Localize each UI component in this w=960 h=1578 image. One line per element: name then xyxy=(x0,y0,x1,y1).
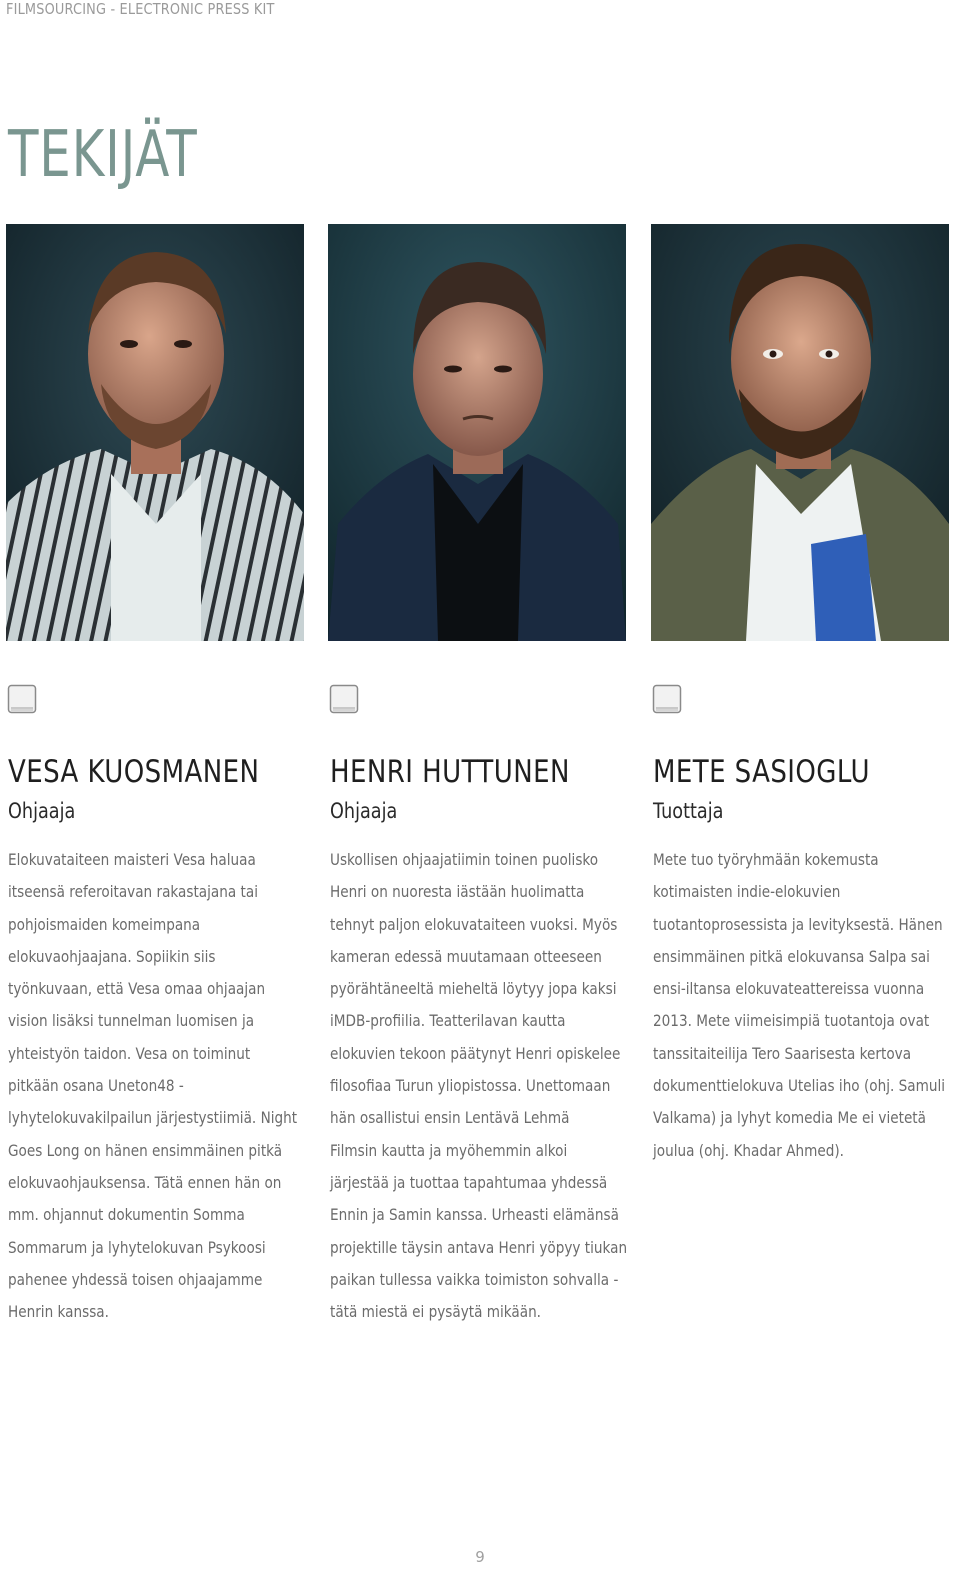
bio-line: Henri on nuoresta iästään huolimatta xyxy=(330,882,585,902)
bio-line: Uskollisen ohjaajatiimin toinen puolisko xyxy=(330,850,599,869)
page-number: 9 xyxy=(475,1548,485,1566)
document-icon xyxy=(329,684,359,714)
bio-line: 2013. Mete viimeisimpiä tuotantoja ovat xyxy=(653,1011,930,1031)
person-role: Tuottaja xyxy=(653,799,724,823)
bio-line: dokumenttielokuva Utelias iho (ohj. Samuli xyxy=(653,1076,946,1096)
bio-line: iMDB-profiilia. Teatterilavan kautta xyxy=(330,1011,566,1031)
person-name: HENRI HUTTUNEN xyxy=(330,754,570,790)
person-bio xyxy=(8,844,306,1328)
document-header: FILMSOURCING - ELECTRONIC PRESS KIT xyxy=(6,0,275,18)
bio-line: ensimmäinen pitkä elokuvansa Salpa sai xyxy=(653,946,930,966)
bio-line: tätä miestä ei pysäytä mikään. xyxy=(330,1302,542,1322)
bio-line: Mete tuo työryhmään kokemusta xyxy=(653,850,879,869)
document-icon xyxy=(652,684,682,714)
bio-line: pahenee yhdessä toisen ohjaajamme xyxy=(8,1269,263,1289)
bio-line: Filmsin kautta ja myöhemmin alkoi xyxy=(330,1140,568,1160)
bio-line: tuotantoprosessista ja levityksestä. Hänen xyxy=(653,914,943,934)
bio-line: kotimaisten indie-elokuvien xyxy=(653,882,841,902)
bio-line: projektille täysin antava Henri yöpyy tiukan xyxy=(330,1237,628,1257)
bio-line: ensi-iltansa elokuvateattereissa vuonna xyxy=(653,979,925,999)
bio-line: filosofiaa Turun yliopistossa. Unettomaan xyxy=(330,1076,611,1096)
page-title: TEKIJÄT xyxy=(8,118,198,192)
bio-line: yhteistyön taidon. Vesa on toiminut xyxy=(8,1043,251,1063)
person-card-1 xyxy=(6,224,304,1322)
bio-line: Henrin kanssa. xyxy=(8,1302,109,1322)
bio-line: elokuvaohjauksensa. Tätä ennen hän on xyxy=(8,1172,282,1192)
bio-line: joulua (ohj. Khadar Ahmed). xyxy=(653,1140,844,1160)
bio-line: lyhytelokuvakilpailun järjestystiimiä. Night xyxy=(8,1108,298,1128)
person-bio xyxy=(330,844,628,1328)
bio-line: pitkään osana Uneton48 - xyxy=(8,1076,184,1096)
bio-line: elokuvien tekoon päätynyt Henri opiskelee xyxy=(330,1043,621,1063)
bio-line: pohjoismaiden komeimpana xyxy=(8,914,201,934)
bio-line: kameran edessä muutamaan otteeseen xyxy=(330,946,602,966)
person-bio xyxy=(653,844,951,1167)
portrait-photo-2 xyxy=(328,224,626,641)
portrait-photo-3 xyxy=(651,224,949,641)
person-name: VESA KUOSMANEN xyxy=(8,754,260,790)
bio-line: vision lisäksi tunnelman luomisen ja xyxy=(8,1011,255,1031)
bio-line: tehnyt paljon elokuvataiteen vuoksi. Myös xyxy=(330,914,618,934)
portrait-photo-1 xyxy=(6,224,304,641)
person-name: METE SASIOGLU xyxy=(653,754,871,790)
bio-line: mm. ohjannut dokumentin Somma xyxy=(8,1205,245,1225)
bio-line: työnkuvaan, että Vesa omaa ohjaajan xyxy=(8,979,266,999)
bio-line: hän osallistui ensin Lentävä Lehmä xyxy=(330,1108,570,1128)
bio-line: Ennin ja Samin kanssa. Urheasti elämänsä xyxy=(330,1205,619,1225)
bio-line: itseensä referoitavan rakastajana tai xyxy=(8,882,258,902)
bio-line: Elokuvataiteen maisteri Vesa haluaa xyxy=(8,850,256,869)
bio-line: paikan tullessa vaikka toimiston sohvalla - xyxy=(330,1269,619,1289)
person-card-3 xyxy=(651,224,949,1160)
bio-line: Valkama) ja lyhyt komedia Me ei vietetä xyxy=(653,1108,926,1128)
document-icon xyxy=(7,684,37,714)
bio-line: elokuvaohjaajana. Sopiikin siis xyxy=(8,946,216,966)
bio-line: Goes Long on hänen ensimmäinen pitkä xyxy=(8,1140,283,1160)
person-role: Ohjaaja xyxy=(330,799,398,823)
bio-line: järjestää ja tuottaa tapahtumaa yhdessä xyxy=(330,1172,608,1192)
person-card-2 xyxy=(328,224,628,1322)
bio-line: pyörähtäneeltä mieheltä löytyy jopa kaksi xyxy=(330,979,617,999)
bio-line: tanssitaiteilija Tero Saarisesta kertova xyxy=(653,1043,912,1063)
bio-line: Sommarum ja lyhytelokuvan Psykoosi xyxy=(8,1237,266,1257)
person-role: Ohjaaja xyxy=(8,799,76,823)
